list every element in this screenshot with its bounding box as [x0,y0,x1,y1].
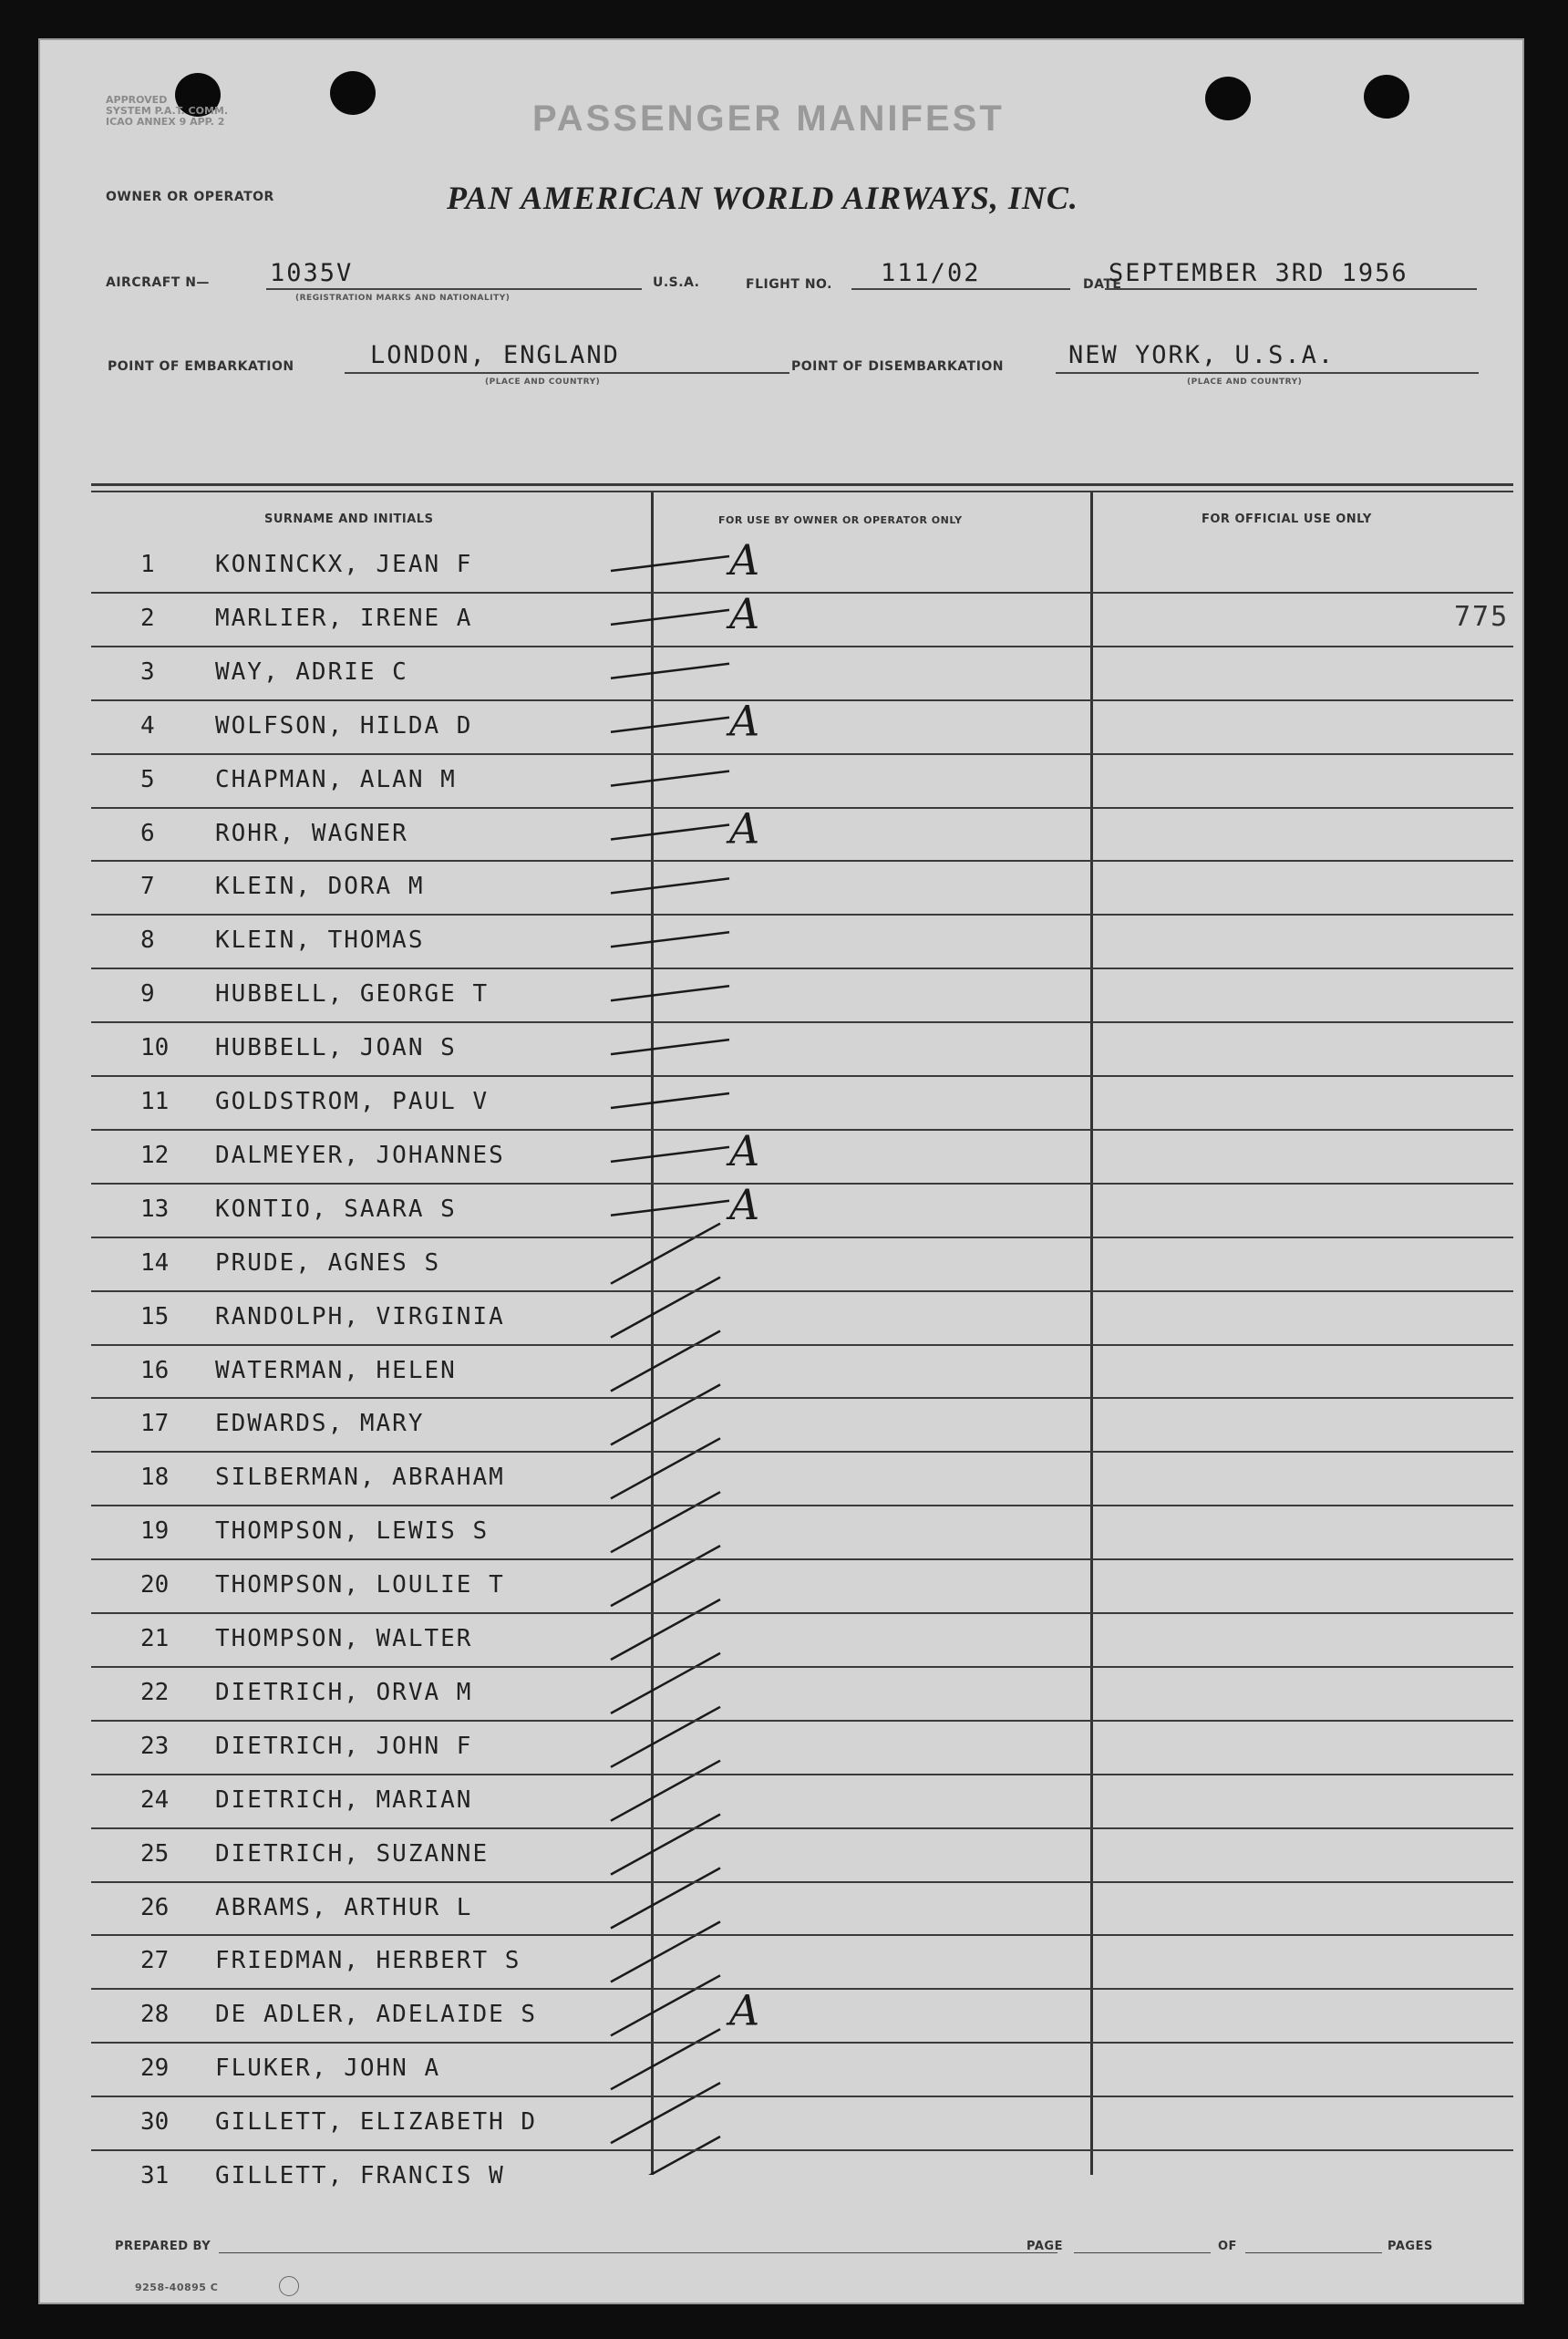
passenger-name: RANDOLPH, VIRGINIA [215,1302,505,1330]
row-number: 30 [140,2108,170,2137]
passenger-name: THOMPSON, WALTER [215,1625,473,1652]
passenger-name: MARLIER, IRENE A [215,604,473,632]
row-number: 19 [140,1517,170,1546]
check-stroke [611,556,729,571]
check-stroke [611,986,729,1000]
row-number: 18 [140,1464,170,1492]
aircraft-sublabel: (REGISTRATION MARKS AND NATIONALITY) [295,294,511,303]
passenger-name: SILBERMAN, ABRAHAM [215,1464,505,1492]
passenger-name: ABRAMS, ARTHUR L [215,1893,473,1921]
row-number: 9 [140,980,155,1009]
check-stroke [611,1921,720,1982]
embarkation-point: LONDON, ENGLAND [370,341,620,369]
manifest-sheet [38,38,1524,2304]
col-header-name: SURNAME AND INITIALS [264,512,434,526]
check-stroke [611,2029,720,2089]
check-stroke [611,664,729,678]
passenger-name: KLEIN, DORA M [215,873,425,901]
passenger-name: WAY, ADRIE C [215,657,408,686]
row-number: 22 [140,1678,170,1706]
passenger-name: DE ADLER, ADELAIDE S [215,2001,538,2029]
check-stroke [611,1384,720,1444]
passenger-name: THOMPSON, LEWIS S [215,1517,490,1546]
passenger-name: HUBBELL, JOAN S [215,1034,457,1062]
passenger-table [91,447,1513,2189]
row-number: 3 [140,657,155,686]
check-stroke [611,1492,720,1552]
check-stroke [611,2137,720,2175]
embarkation-sublabel: (PLACE AND COUNTRY) [485,378,601,387]
punch-hole [330,71,376,115]
row-number: 1 [140,551,155,578]
row-number: 23 [140,1732,170,1760]
form-code: 9258-40895 C [135,2282,219,2293]
approval-line: APPROVED [106,94,168,106]
passenger-name: GILLETT, FRANCIS W [215,2162,505,2189]
passenger-name: GILLETT, ELIZABETH D [215,2108,538,2137]
row-number: 20 [140,1571,170,1599]
check-stroke [611,1331,720,1392]
row-number: 24 [140,1785,170,1814]
passenger-name: EDWARDS, MARY [215,1410,425,1438]
row-number: 8 [140,926,155,955]
operator-mark: A [729,1985,760,2035]
check-stroke [611,1761,720,1821]
check-stroke [611,1815,720,1875]
flight-label: FLIGHT NO. [746,277,832,292]
operator-name: PAN AMERICAN WORLD AIRWAYS, INC. [447,180,1078,216]
disembarkation-point: NEW YORK, U.S.A. [1068,341,1336,369]
check-stroke [611,1093,729,1108]
passenger-name: DALMEYER, JOHANNES [215,1141,505,1169]
row-number: 6 [140,819,155,847]
passenger-name: WATERMAN, HELEN [215,1356,457,1384]
passenger-name: HUBBELL, GEORGE T [215,980,490,1009]
punch-hole [1364,75,1409,119]
row-number: 28 [140,2001,170,2029]
row-number: 27 [140,1947,170,1975]
check-stroke [611,610,729,625]
row-number: 21 [140,1625,170,1652]
check-stroke [611,825,729,840]
check-stroke [611,1224,720,1284]
row-number: 4 [140,711,155,740]
row-number: 14 [140,1248,170,1277]
check-stroke [611,932,729,947]
check-stroke [611,1653,720,1713]
usa-label: U.S.A. [653,275,700,290]
check-stroke [611,1707,720,1767]
owner-label: OWNER OR OPERATOR [106,190,274,204]
passenger-name: DIETRICH, ORVA M [215,1678,473,1706]
handwritten-marks [91,447,1513,2175]
official-entry: 775 [1454,600,1510,633]
check-stroke [611,1278,720,1338]
check-stroke [611,1438,720,1498]
row-number: 13 [140,1195,170,1223]
row-number: 15 [140,1302,170,1330]
passenger-name: PRUDE, AGNES S [215,1248,441,1277]
row-number: 31 [140,2162,170,2189]
page-label: PAGE [1026,2240,1063,2253]
row-number: 7 [140,873,155,901]
passenger-name: CHAPMAN, ALAN M [215,765,457,793]
passenger-name: DIETRICH, SUZANNE [215,1839,490,1868]
passenger-name: KLEIN, THOMAS [215,926,425,955]
row-number: 17 [140,1410,170,1438]
operator-mark: A [729,535,760,585]
disembarkation-label: POINT OF DISEMBARKATION [791,359,1005,374]
date-label: DATE [1083,277,1122,292]
operator-mark: A [729,588,760,638]
check-stroke [611,1975,720,2035]
check-stroke [611,1147,729,1162]
disembarkation-sublabel: (PLACE AND COUNTRY) [1187,378,1303,387]
passenger-name: DIETRICH, JOHN F [215,1732,473,1760]
passenger-name: THOMPSON, LOULIE T [215,1571,505,1599]
passenger-name: ROHR, WAGNER [215,819,408,847]
row-number: 29 [140,2054,170,2083]
check-stroke [611,878,729,893]
check-stroke [611,2083,720,2143]
flight-date: SEPTEMBER 3RD 1956 [1109,259,1408,287]
approval-line: SYSTEM P.A.T. COMM. [106,105,229,117]
passenger-name: WOLFSON, HILDA D [215,711,473,740]
row-number: 11 [140,1088,170,1115]
check-stroke [611,1599,720,1660]
approval-stamp [106,95,228,128]
passenger-name: FLUKER, JOHN A [215,2054,441,2083]
passenger-name: KONTIO, SAARA S [215,1195,457,1223]
operator-mark: A [729,1125,760,1175]
row-number: 2 [140,604,155,632]
form-title: PASSENGER MANIFEST [532,98,1005,139]
check-stroke [611,718,729,732]
operator-mark: A [729,696,760,746]
embarkation-label: POINT OF EMBARKATION [108,359,294,374]
union-bug-icon [279,2276,299,2296]
aircraft-number: 1035V [270,259,354,287]
pages-label: PAGES [1387,2240,1433,2253]
check-stroke [611,1868,720,1929]
operator-mark: A [729,1179,760,1229]
row-number: 5 [140,765,155,793]
check-stroke [611,771,729,786]
flight-number: 111/02 [881,259,981,287]
check-stroke [611,1201,729,1216]
row-number: 16 [140,1356,170,1384]
passenger-name: DIETRICH, MARIAN [215,1785,473,1814]
col-header-operator: FOR USE BY OWNER OR OPERATOR ONLY [718,514,963,526]
passenger-name: FRIEDMAN, HERBERT S [215,1947,521,1975]
passenger-name: KONINCKX, JEAN F [215,551,473,578]
row-number: 12 [140,1141,170,1169]
approval-line: ICAO ANNEX 9 APP. 2 [106,116,225,128]
col-header-official: FOR OFFICIAL USE ONLY [1202,512,1372,526]
row-number: 25 [140,1839,170,1868]
row-number: 10 [140,1034,170,1062]
operator-mark: A [729,803,760,854]
aircraft-label: AIRCRAFT N— [106,275,210,290]
punch-hole [1205,77,1251,120]
check-stroke [611,1040,729,1054]
of-label: OF [1218,2240,1237,2253]
check-stroke [611,1546,720,1606]
prepared-by-label: PREPARED BY [115,2240,211,2253]
row-number: 26 [140,1893,170,1921]
passenger-name: GOLDSTROM, PAUL V [215,1088,490,1115]
